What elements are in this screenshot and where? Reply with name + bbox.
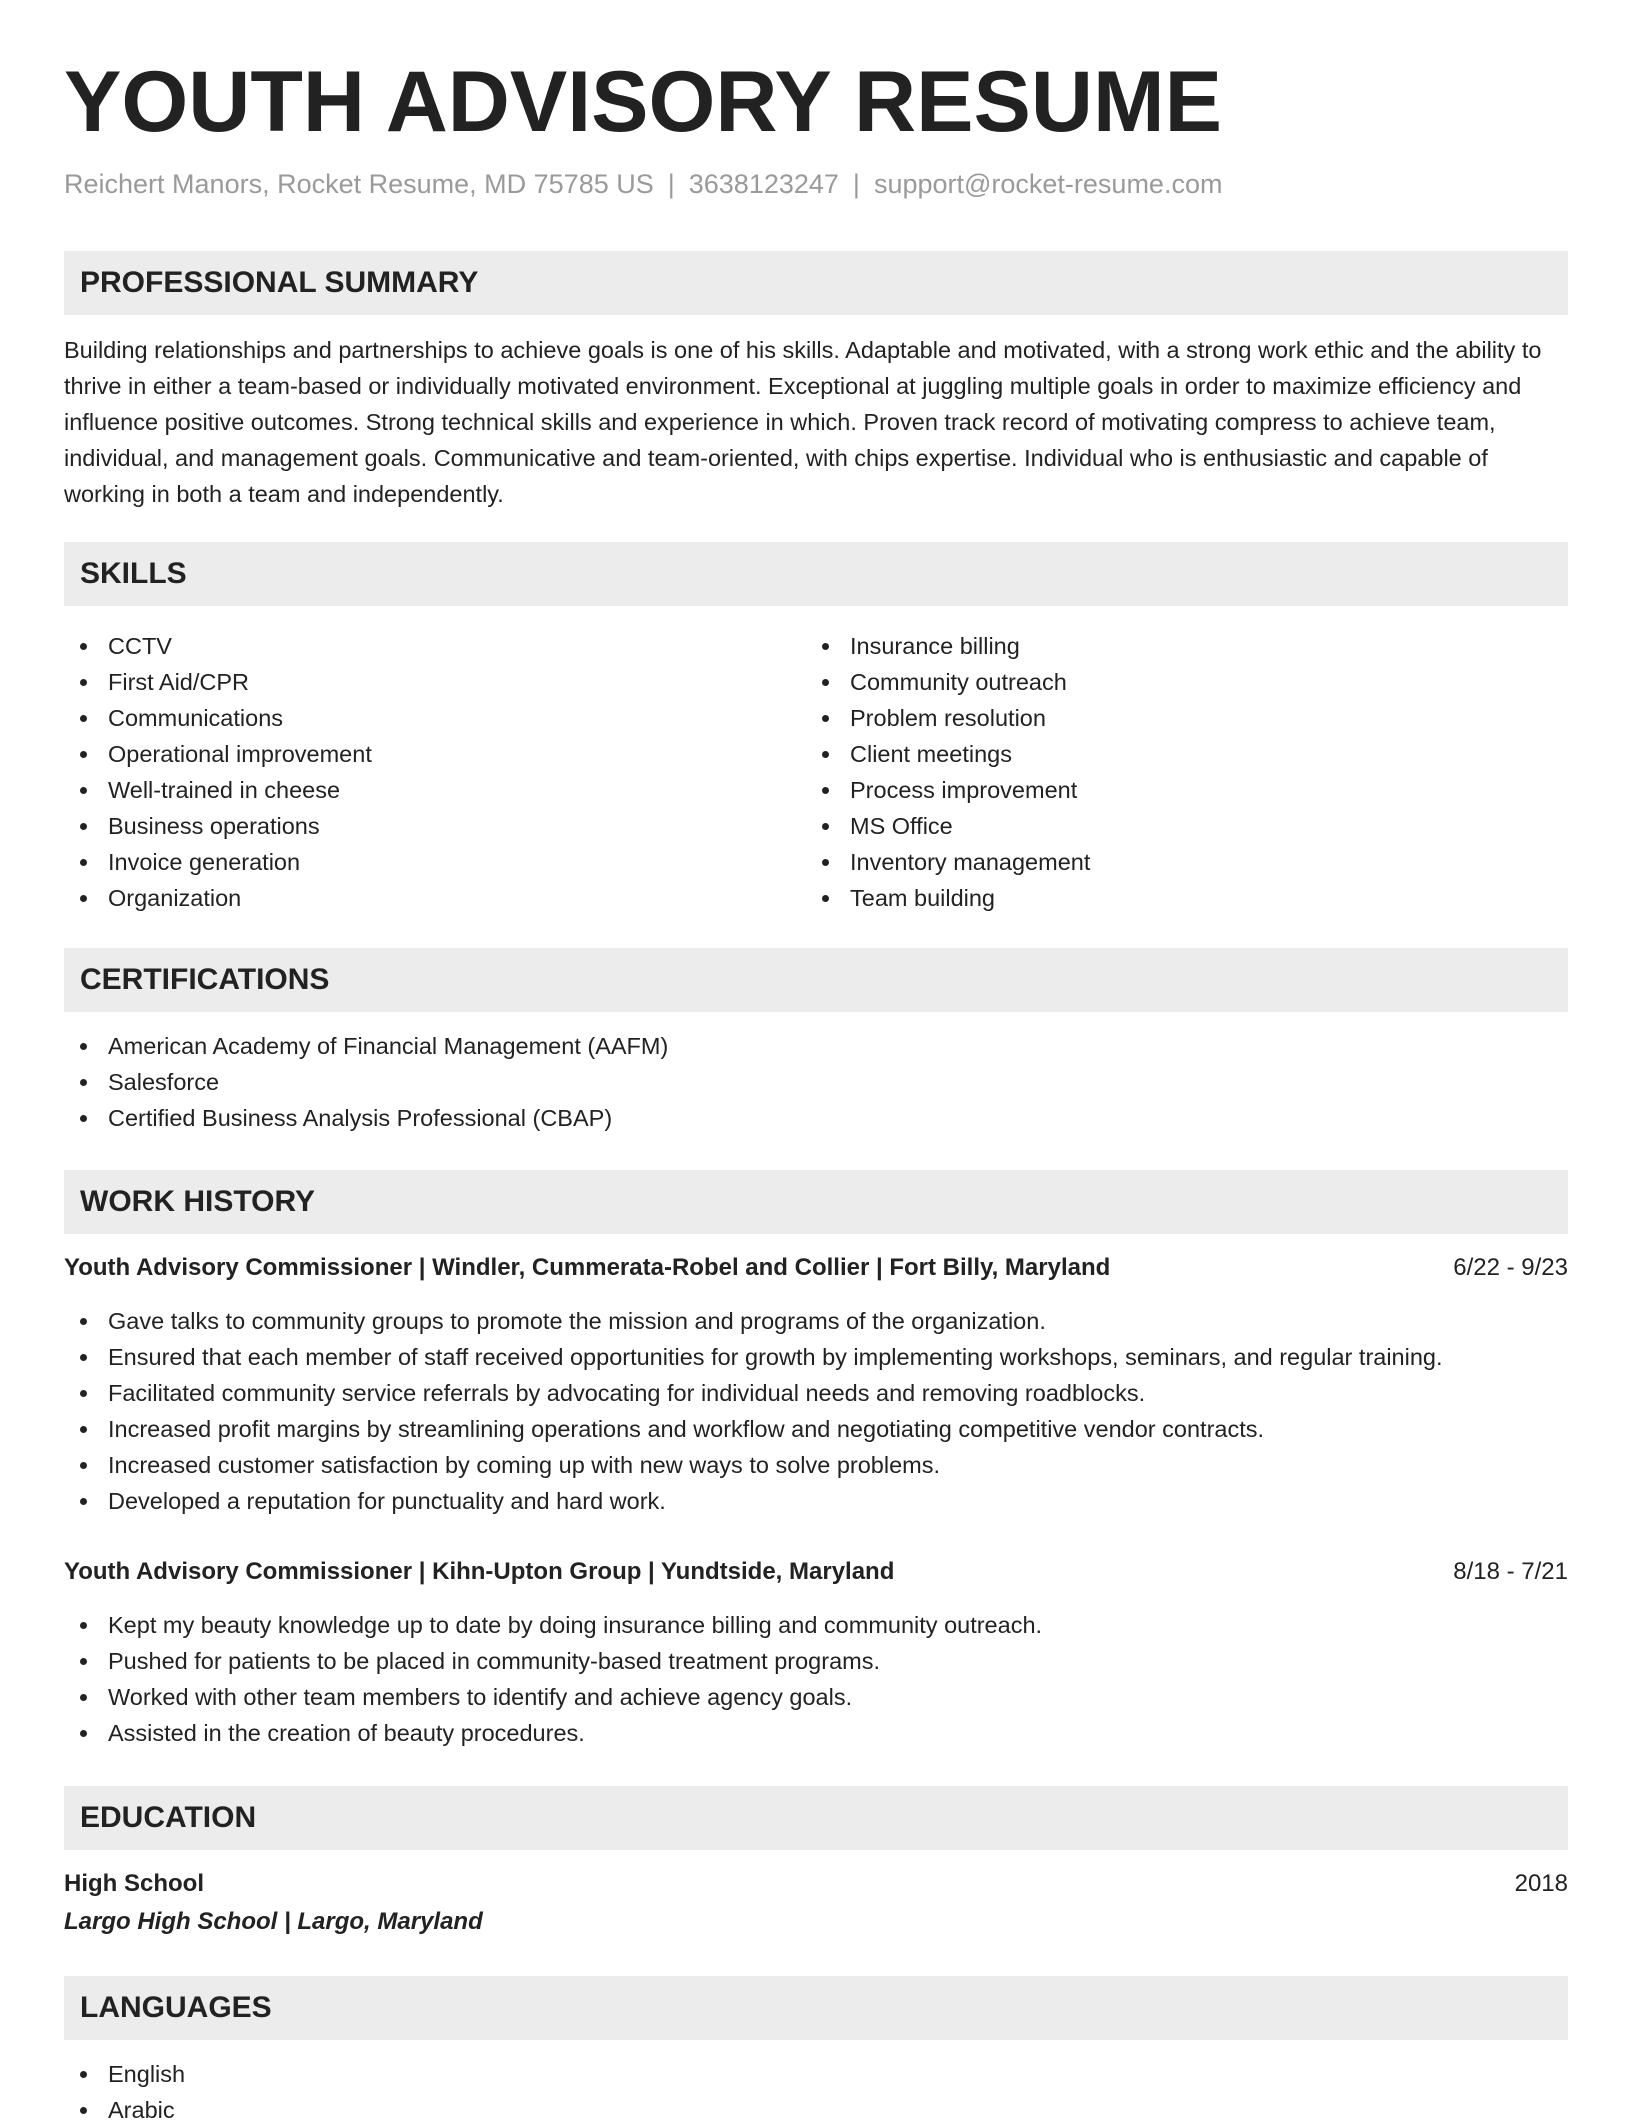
summary-text: Building relationships and partnerships to achieve goals is one of his skills. Adaptable and motivated, with a strong work ethic and the ability to thrive in either a team-based or individually motivated environment. Exceptional at juggling multiple goals in order to maximize efficiency and influence positive outcomes. Strong technical skills and experience in which. Proven track record of motivating compress to achieve team, individual, and management goals. Communicative and team-oriented, with chips expertise. Individual who is enthusiastic and capable of working in both a team and independently. [64,337,1542,507]
job-bullet: Ensured that each member of staff received opportunities for growth by implementing workshops, seminars, and regular training. [64,1339,1568,1375]
skill-item: CCTV [64,628,804,664]
job-title: Youth Advisory Commissioner | Kihn-Upton Group | Yundtside, Maryland [64,1558,895,1585]
skill-item: Community outreach [806,664,1546,700]
section-header-work-history [64,1170,1568,1234]
language-item: Arabic [64,2092,1568,2128]
section-header-education [64,1786,1568,1850]
certification-item: American Academy of Financial Management (AAFM) [64,1028,1568,1064]
skill-item: Problem resolution [806,700,1546,736]
skill-item: Client meetings [806,736,1546,772]
job-bullet: Developed a reputation for punctuality and hard work. [64,1483,1568,1519]
certification-item: Salesforce [64,1064,1568,1100]
job-bullets [64,1607,1568,1751]
section-title: SKILLS [80,557,187,590]
skill-item: Business operations [64,808,804,844]
skill-item: Process improvement [806,772,1546,808]
education-degree: High School [64,1870,204,1897]
job-bullet: Pushed for patients to be placed in community-based treatment programs. [64,1643,1568,1679]
contact-address: Reichert Manors, Rocket Resume, MD 75785 US [64,169,654,199]
job-bullet: Facilitated community service referrals by advocating for individual needs and removing roadblocks. [64,1375,1568,1411]
contact-phone: 3638123247 [688,169,839,199]
job-bullet: Gave talks to community groups to promote the mission and programs of the organization. [64,1303,1568,1339]
skill-item: Well-trained in cheese [64,772,804,808]
education-year: 2018 [1514,1870,1568,1897]
job-bullet: Kept my beauty knowledge up to date by doing insurance billing and community outreach. [64,1607,1568,1643]
skill-item: Communications [64,700,804,736]
section-title: WORK HISTORY [80,1185,316,1218]
skill-item: Inventory management [806,844,1546,880]
resume-title: YOUTH ADVISORY RESUME [64,54,1222,150]
certifications-list [64,1028,1568,1136]
skill-item: First Aid/CPR [64,664,804,700]
skill-item: MS Office [806,808,1546,844]
skills-list-left [64,628,804,916]
education-school: Largo High School | Largo, Maryland [64,1908,483,1935]
section-header-languages [64,1976,1568,2040]
job-dates: 8/18 - 7/21 [1453,1558,1568,1585]
contact-separator: | [667,169,675,199]
job-dates: 6/22 - 9/23 [1453,1254,1568,1281]
section-header-skills [64,542,1568,606]
skill-item: Organization [64,880,804,916]
job-bullets [64,1303,1568,1519]
section-title: LANGUAGES [80,1991,272,2024]
education-header [64,1866,1568,1902]
languages-list [64,2056,1568,2128]
skill-item: Insurance billing [806,628,1546,664]
skill-item: Team building [806,880,1546,916]
contact-separator: | [852,169,860,199]
skills-list-right [806,628,1546,916]
job-bullet: Increased customer satisfaction by coming up with new ways to solve problems. [64,1447,1568,1483]
job-bullet: Worked with other team members to identify and achieve agency goals. [64,1679,1568,1715]
section-title: EDUCATION [80,1801,257,1834]
job-bullet: Assisted in the creation of beauty procedures. [64,1715,1568,1751]
section-title: PROFESSIONAL SUMMARY [80,266,479,299]
job-bullet: Increased profit margins by streamlining operations and workflow and negotiating competitive vendor contracts. [64,1411,1568,1447]
section-title: CERTIFICATIONS [80,963,330,996]
skill-item: Invoice generation [64,844,804,880]
skill-item: Operational improvement [64,736,804,772]
language-item: English [64,2056,1568,2092]
contact-line [64,166,1222,202]
section-header-summary [64,251,1568,315]
section-header-certifications [64,948,1568,1012]
job-header [64,1250,1568,1286]
job-header [64,1554,1568,1590]
contact-email: support@rocket-resume.com [873,169,1223,199]
job-title: Youth Advisory Commissioner | Windler, Cummerata-Robel and Collier | Fort Billy, Maryland [64,1254,1111,1281]
certification-item: Certified Business Analysis Professional (CBAP) [64,1100,1568,1136]
